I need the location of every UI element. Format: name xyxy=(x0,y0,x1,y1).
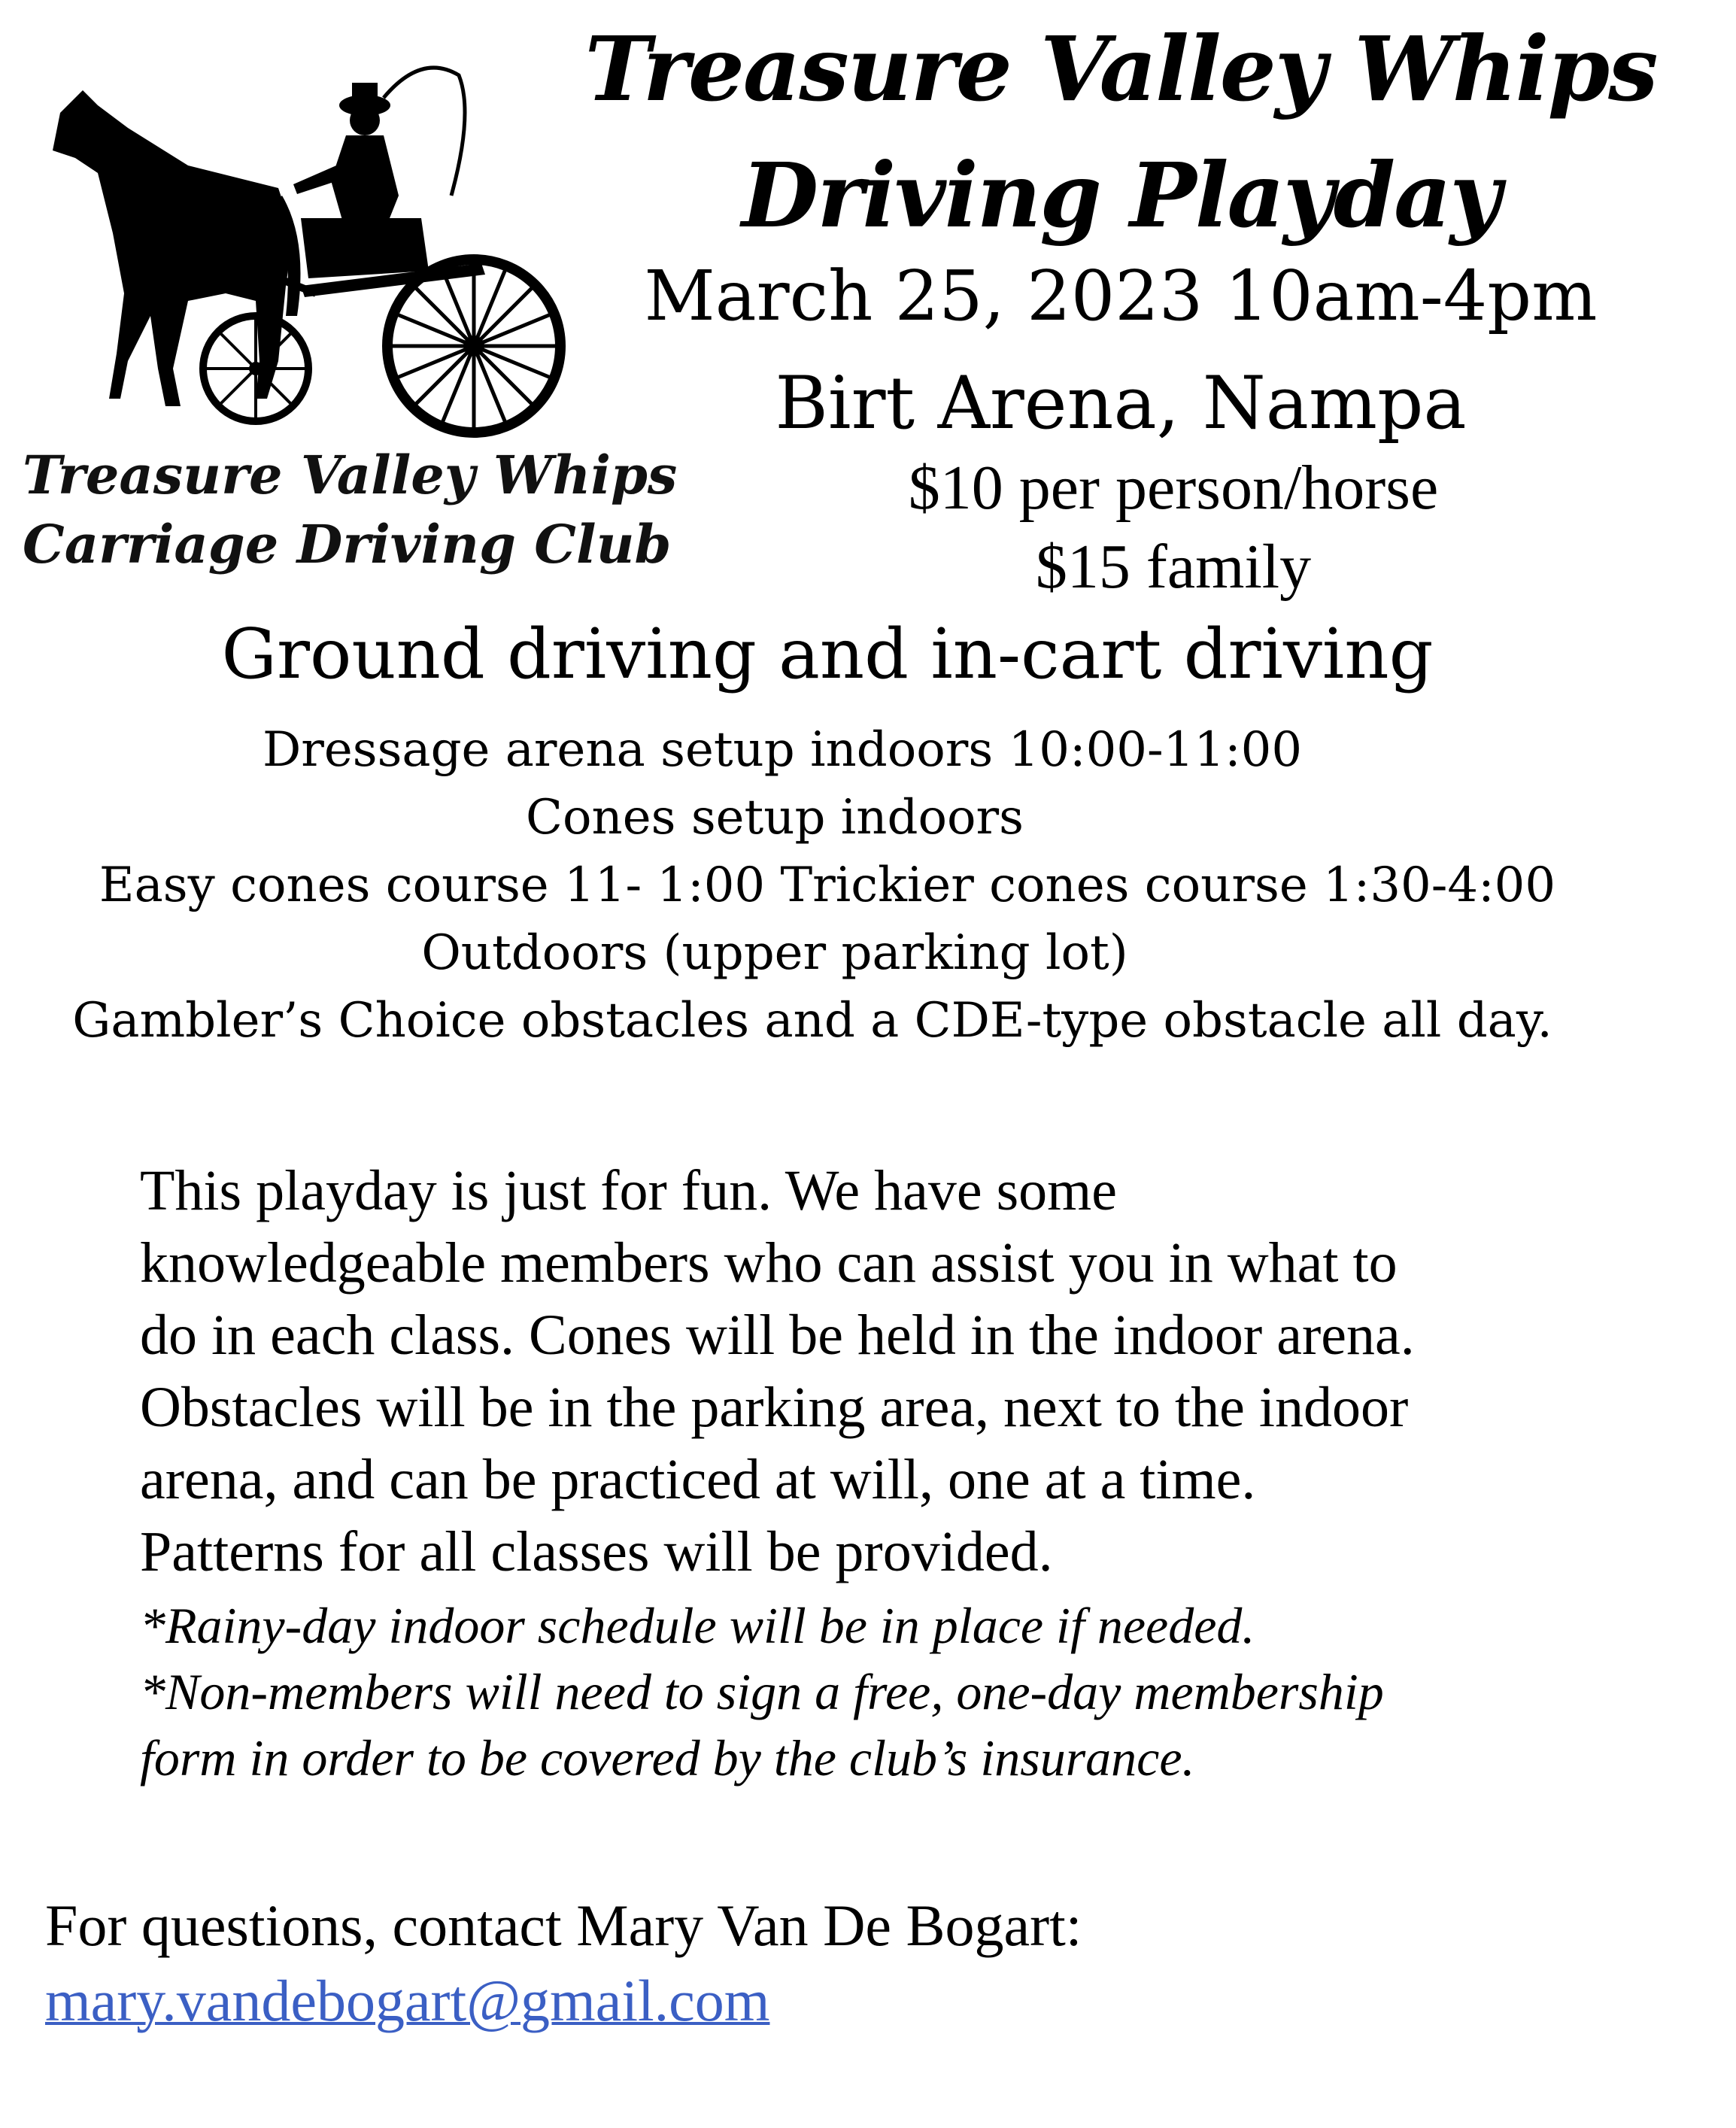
description-line-4: Obstacles will be in the parking area, next to the indoor xyxy=(140,1376,1409,1439)
schedule-line-5: Gambler’s Choice obstacles and a CDE-type obstacle all day. xyxy=(72,993,1552,1049)
schedule-line-2: Cones setup indoors xyxy=(526,790,1024,845)
note-line-3: form in order to be covered by the club’s insurance. xyxy=(140,1729,1195,1786)
note-line-2: *Non-members will need to sign a free, one-day membership xyxy=(140,1663,1384,1720)
logo-text-line1: Treasure Valley Whips xyxy=(23,444,678,506)
schedule-heading: Ground driving and in-cart driving xyxy=(221,614,1434,694)
contact-email-link[interactable]: mary.vandebogart@gmail.com xyxy=(45,1968,770,2033)
event-title-line2: Driving Playday xyxy=(741,143,1501,247)
schedule-line-3: Easy cones course 11- 1:00 Trickier cones course 1:30-4:00 xyxy=(99,858,1556,913)
event-venue: Birt Arena, Nampa xyxy=(775,361,1467,445)
description-line-6: Patterns for all classes will be provided. xyxy=(140,1520,1053,1583)
logo-text-line2: Carriage Driving Club xyxy=(23,513,672,575)
price-person: $10 per person/horse xyxy=(908,453,1439,523)
price-family: $15 family xyxy=(1035,532,1312,602)
contact-text: For questions, contact Mary Van De Bogart: xyxy=(45,1893,1082,1958)
event-title-line1: Treasure Valley Whips xyxy=(584,17,1657,121)
description-line-3: do in each class. Cones will be held in the indoor arena. xyxy=(140,1304,1415,1367)
schedule-line-4: Outdoors (upper parking lot) xyxy=(421,925,1128,981)
schedule-line-1: Dressage arena setup indoors 10:00-11:00 xyxy=(262,722,1303,778)
description-line-1: This playday is just for fun. We have some xyxy=(140,1159,1118,1222)
event-date-time: March 25, 2023 10am-4pm xyxy=(644,256,1598,336)
description-line-5: arena, and can be practiced at will, one at a time. xyxy=(140,1448,1256,1511)
description-line-2: knowledgeable members who can assist you in what to xyxy=(140,1231,1398,1295)
note-line-1: *Rainy-day indoor schedule will be in place if needed. xyxy=(140,1597,1255,1654)
